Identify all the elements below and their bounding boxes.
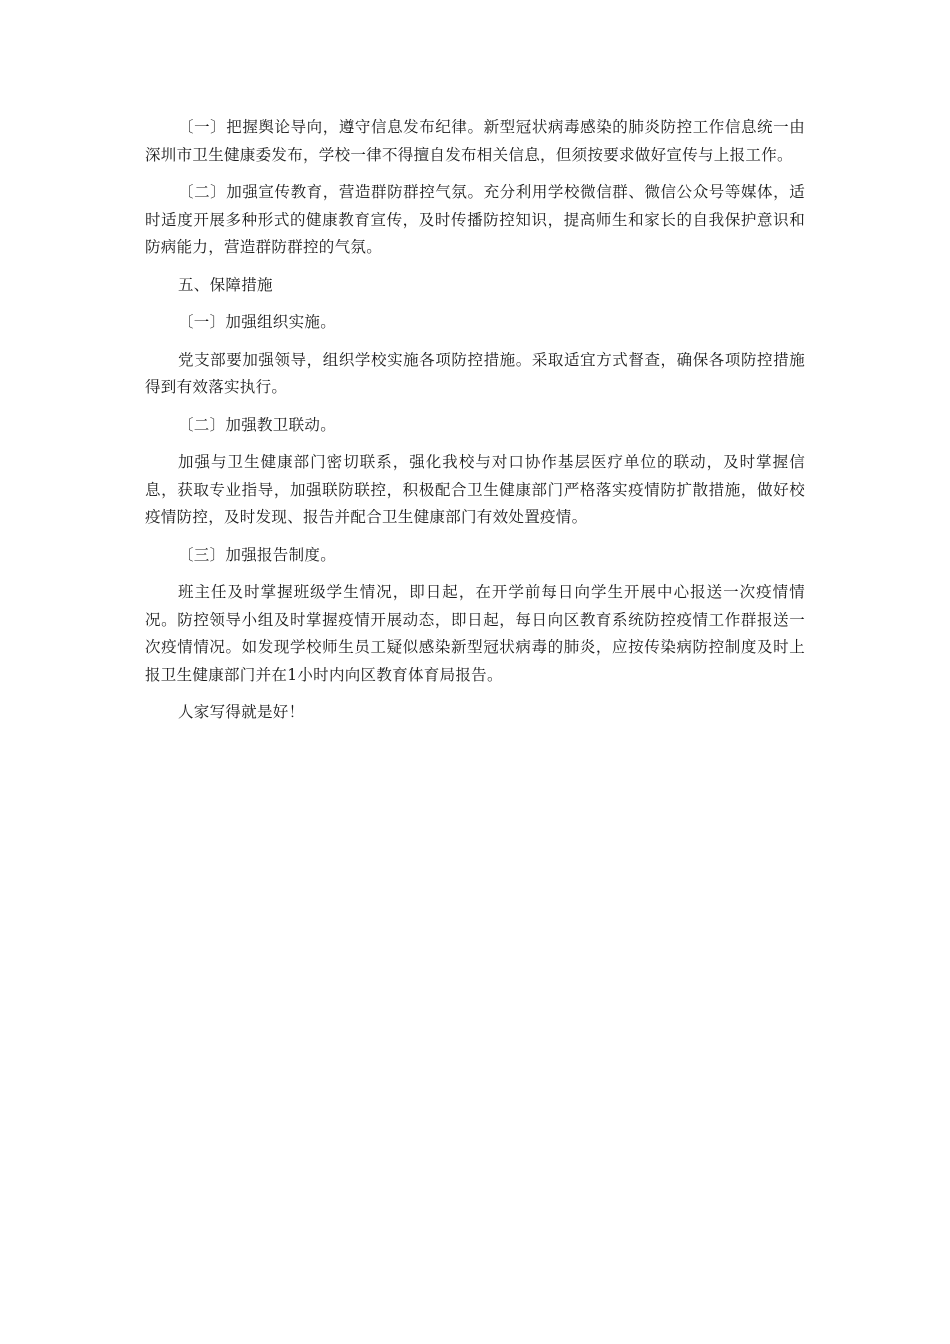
subheading-health-linkage: 〔二〕加强教卫联动。 [178,415,337,434]
paragraph-publicity-discipline: 〔一〕把握舆论导向，遵守信息发布纪律。新型冠状病毒感染的肺炎防控工作信息统一由深圳市卫生健康委发布，学校一律不得擅自发布相关信息，但须按要求做好宣传与上报工作。 [145,118,805,164]
paragraph-organization: 党支部要加强领导，组织学校实施各项防控措施。采取适宜方式督查，确保各项防控措施得到有效落实执行。 [145,350,805,396]
paragraph-reporting: 班主任及时掌握班级学生情况，即日起，在开学前每日向学生开展中心报送一次疫情情况。防控领导小组及时掌握疫情开展动态，即日起，每日向区教育系统防控疫情工作群报送一次疫情情况。如发现学校师生员工疑似感染新型冠状病毒的肺炎，应按传染病防控制度及时上报卫生健康部门并在1小时内向区教育体育局报告。 [145,583,805,684]
document-body [145,114,805,727]
closing-remark: 人家写得就是好！ [178,703,305,721]
section-heading-safeguards: 五、保障措施 [178,275,273,294]
subheading-organization: 〔一〕加强组织实施。 [178,313,337,331]
paragraph-health-education: 〔二〕加强宣传教育，营造群防群控气氛。充分利用学校微信群、微信公众号等媒体，适时适度开展多种形式的健康教育宣传，及时传播防控知识，提高师生和家长的自我保护意识和防病能力，营造群防群控的气氛。 [145,183,805,256]
paragraph-health-linkage: 加强与卫生健康部门密切联系，强化我校与对口协作基层医疗单位的联动，及时掌握信息，获取专业指导，加强联防联控，积极配合卫生健康部门严格落实疫情防扩散措施，做好校疫情防控，及时发现、报告并配合卫生健康部门有效处置疫情。 [145,453,805,526]
subheading-reporting: 〔三〕加强报告制度。 [178,545,337,564]
